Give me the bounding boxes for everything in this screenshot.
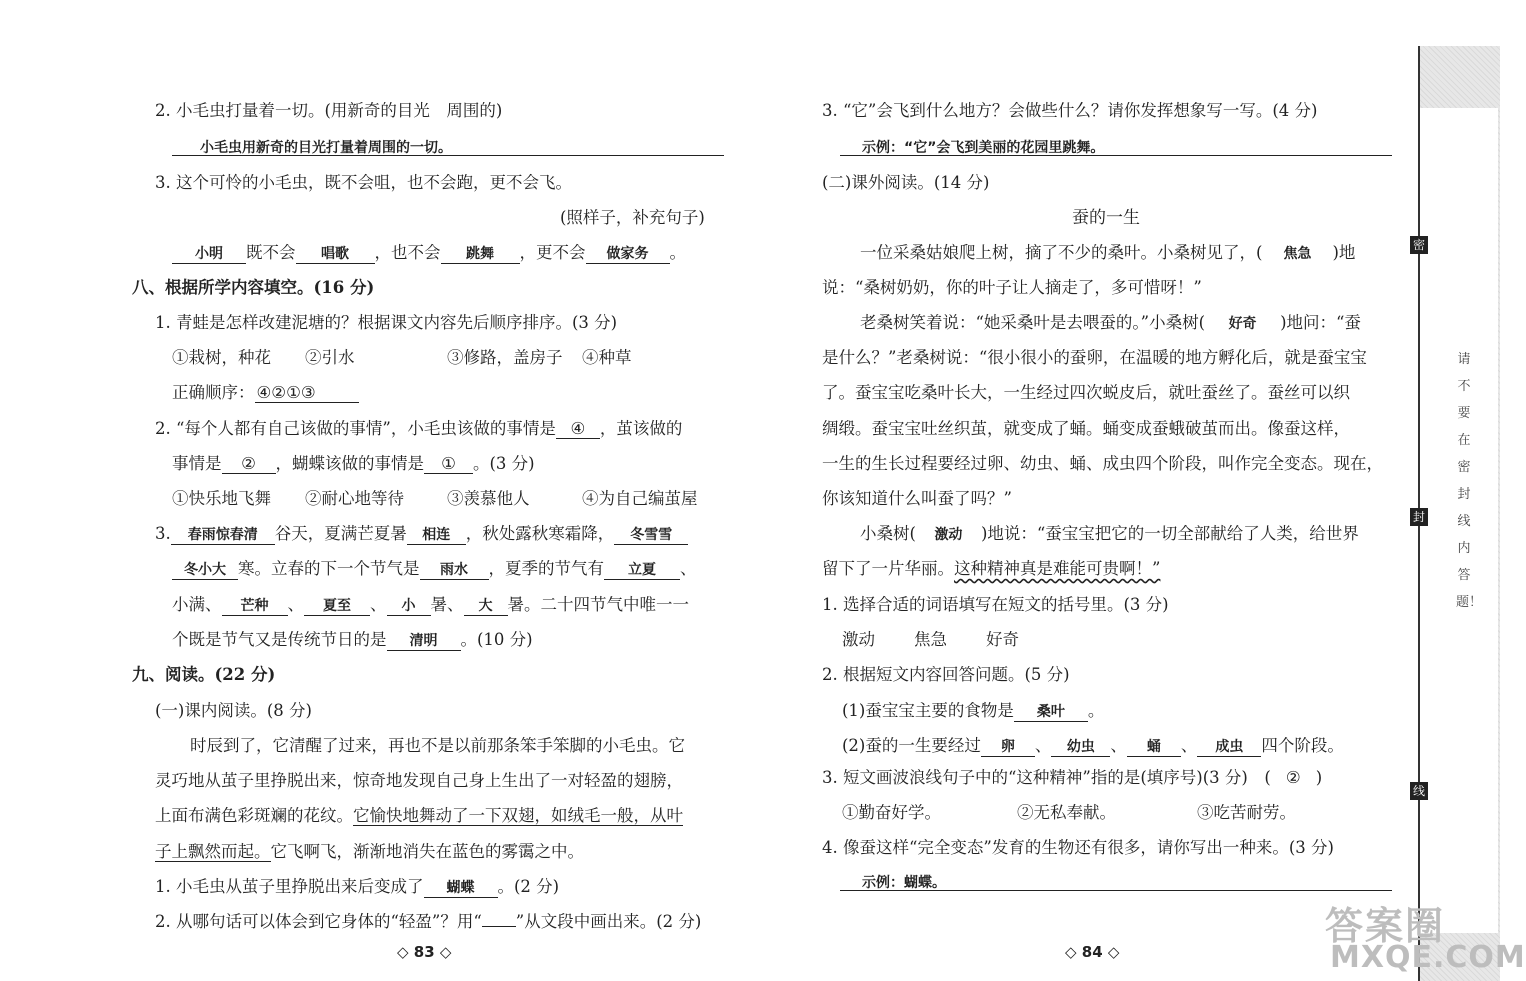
passage-line: 时辰到了，它清醒了过来，再也不是以前那条笨手笨脚的小毛虫。它 xyxy=(190,736,685,755)
watermark-logo: 答案圈 xyxy=(1325,904,1446,948)
q3-8-line2: 冬小大 寒。立春的下一个节气是 雨水 ，夏季的节气有 立夏 、 xyxy=(172,558,697,580)
reading-q1: 1. 小毛虫从茧子里挣脱出来后变成了 蝴蝶 。(2 分) xyxy=(155,877,560,896)
q3-8-line1: 3. 春雨惊春清 谷天，夏满芒夏暑 相连 ，秋处露秋寒霜降， 冬雪雪 xyxy=(155,523,688,545)
q1-8-question: 1. 青蛙是怎样改建泥塘的？根据课文内容先后顺序排序。(3 分) xyxy=(155,313,618,332)
extra-q2: 2. 根据短文内容回答问题。(5 分) xyxy=(822,665,1070,684)
passage-line: 是什么？”老桑树说：“很小很小的蚕卵，在温暖的地方孵化后，就是蚕宝宝 xyxy=(822,348,1367,367)
passage-line: 了。蚕宝宝吃桑叶长大，一生经过四次蜕皮后，就吐蚕丝了。蚕丝可以织 xyxy=(822,383,1350,402)
extra-q1-words: 激动 焦急 好奇 xyxy=(842,630,1019,649)
passage-title: 蚕的一生 xyxy=(1072,208,1140,228)
section-9-heading: 九、阅读。(22 分) xyxy=(132,665,276,684)
answer-line xyxy=(840,155,1392,156)
q2-8-question-line2: 事情是 ② ，蝴蝶该做的事情是 ① 。(3 分) xyxy=(172,454,535,473)
passage-line: 一位采桑姑娘爬上树，摘了不少的桑叶。小桑树见了，( 焦急 )地 xyxy=(860,243,1356,262)
subsection-extra-reading: (二)课外阅读。(14 分) xyxy=(822,173,990,192)
answer-line xyxy=(172,155,724,156)
q1-8-options: ①栽树，种花 ②引水 ③修路，盖房子 ④种草 xyxy=(172,348,632,367)
passage-line: 子上飘然而起。它飞啊飞，渐渐地消失在蓝色的雾霭之中。 xyxy=(155,842,584,861)
subsection-in-class-reading: (一)课内阅读。(8 分) xyxy=(155,701,312,720)
q2-7-question: 2. 小毛虫打量着一切。(用新奇的目光 周围的) xyxy=(155,101,503,120)
page-number-left: ◇ 83 ◇ xyxy=(397,943,452,961)
q2-8-question-line1: 2. “每个人都有自己该做的事情”，小毛虫该做的事情是 ④ ，茧该做的 xyxy=(155,419,683,438)
extra-q3: 3. 短文画波浪线句子中的“这种精神”指的是(填序号)(3 分) ( ② ) xyxy=(822,768,1323,787)
passage-line: 留下了一片华丽。这种精神真是难能可贵啊！” xyxy=(822,559,1161,578)
q3-7-answer: 小明 既不会 唱歌 ，也不会 跳舞 ，更不会 做家务 。 xyxy=(172,242,686,264)
seal-mark-feng: 封 xyxy=(1410,508,1428,526)
seal-mark-xian: 线 xyxy=(1410,782,1428,800)
q2-7-answer: 小毛虫用新奇的目光打量着周围的一切。 xyxy=(200,140,452,156)
extra-q4-answer: 示例：蝴蝶。 xyxy=(862,875,946,891)
extra-q4: 4. 像蚕这样“完全变态”发育的生物还有很多，请你写出一种来。(3 分) xyxy=(822,838,1334,857)
reading-q2: 2. 从哪句话可以体会到它身体的“轻盈”？用“ ”从文段中画出来。(2 分) xyxy=(155,912,702,931)
q2-8-options: ①快乐地飞舞 ②耐心地等待 ③羡慕他人 ④为自己编茧屋 xyxy=(172,489,698,508)
extra-q2-2: (2)蚕的一生要经过 卵 、 幼虫 、 蛹 、 成虫 四个阶段。 xyxy=(842,736,1344,755)
do-not-answer-notice: 请不要在密封线内答题！ xyxy=(1456,352,1483,610)
passage-line: 你该知道什么叫蚕了吗？” xyxy=(822,489,1012,508)
q3-7-hint: (照样子，补充句子) xyxy=(560,208,705,227)
passage-line: 小桑树( 激动 )地说：“蚕宝宝把它的一切全部献给了人类，给世界 xyxy=(860,524,1359,543)
extra-q3-options: ①勤奋好学。 ②无私奉献。 ③吃苦耐劳。 xyxy=(842,803,1296,822)
q3-reading: 3. “它”会飞到什么地方？会做些什么？请你发挥想象写一写。(4 分) xyxy=(822,101,1318,120)
seal-mark-mi: 密 xyxy=(1410,236,1428,254)
q3-8-line3: 小满、 芒种 、 夏至 、 小 暑、 大 暑。二十四节气中唯一一 xyxy=(172,595,689,614)
page-number-right: ◇ 84 ◇ xyxy=(1065,943,1120,961)
watermark-url: MXQE.COM xyxy=(1330,940,1526,975)
passage-line: 灵巧地从茧子里挣脱出来，惊奇地发现自己身上生出了一对轻盈的翅膀， xyxy=(155,771,683,790)
q3-7-question: 3. 这个可怜的小毛虫，既不会咀，也不会跑，更不会飞。 xyxy=(155,173,572,192)
passage-line: 绸缎。蚕宝宝吐丝织茧，就变成了蛹。蛹变成蚕蛾破茧而出。像蚕这样， xyxy=(822,419,1350,438)
passage-line: 上面布满色彩斑斓的花纹。它愉快地舞动了一下双翅，如绒毛一般，从叶 xyxy=(155,806,683,825)
extra-q1: 1. 选择合适的词语填写在短文的括号里。(3 分) xyxy=(822,595,1169,614)
q3-8-line4: 个既是节气又是传统节日的是 清明 。(10 分) xyxy=(172,630,533,649)
extra-q2-1: (1)蚕宝宝主要的食物是 桑叶 。 xyxy=(842,701,1105,720)
passage-line: 一生的生长过程要经过卵、幼虫、蛹、成虫四个阶段，叫作完全变态。现在， xyxy=(822,454,1383,473)
q3-reading-answer: 示例：“它”会飞到美丽的花园里跳舞。 xyxy=(862,140,1105,156)
passage-line: 老桑树笑着说：“她采桑叶是去喂蚕的。”小桑树( 好奇 )地问：“蚕 xyxy=(860,313,1361,332)
q1-8-answer: 正确顺序： ④②①③ xyxy=(172,382,359,404)
seal-line-margin xyxy=(1412,46,1500,981)
passage-line: 说：“桑树奶奶，你的叶子让人摘走了，多可惜呀！” xyxy=(822,278,1202,297)
answer-line xyxy=(840,890,1392,891)
section-8-heading: 八、根据所学内容填空。(16 分) xyxy=(132,278,375,297)
